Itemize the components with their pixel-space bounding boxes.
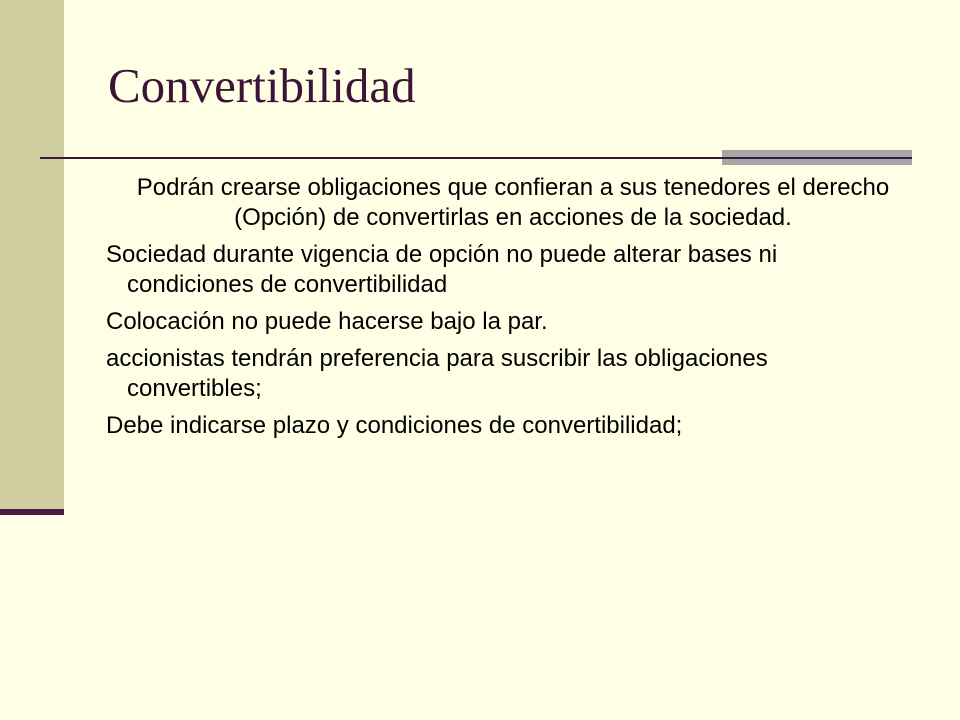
body-paragraph-1: Podrán crearse obligaciones que confieran a sus tenedores el derecho (Opción) de convertirlas en acciones de la sociedad. <box>136 174 890 231</box>
body-paragraph-4: accionistas tendrán preferencia para suscribir las obligaciones convertibles; <box>106 345 768 402</box>
title-divider-accent <box>722 150 912 165</box>
slide-body <box>106 173 906 448</box>
slide-title: Convertibilidad <box>108 58 416 113</box>
side-decor-band <box>0 0 64 510</box>
body-paragraph-5: Debe indicarse plazo y condiciones de convertibilidad; <box>106 412 683 439</box>
side-decor-accent <box>0 509 64 515</box>
body-paragraph-3: Colocación no puede hacerse bajo la par. <box>106 308 548 335</box>
body-paragraph-2: Sociedad durante vigencia de opción no puede alterar bases ni condiciones de convertibilidad <box>106 241 778 298</box>
